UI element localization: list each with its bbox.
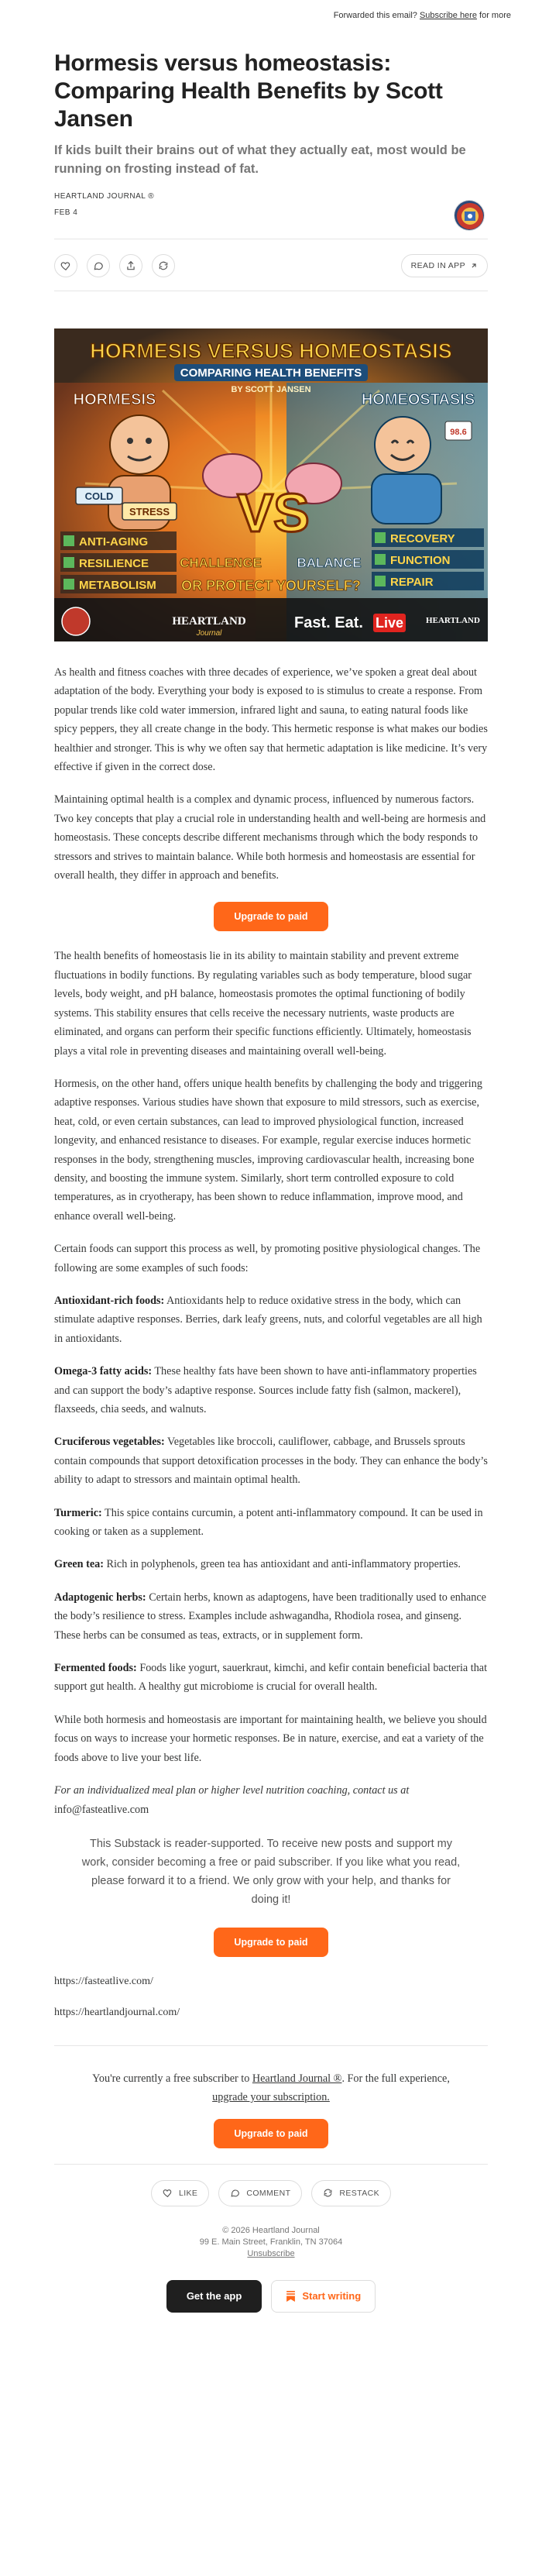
upgrade-to-paid-button[interactable]: Upgrade to paid <box>214 1928 328 1957</box>
food-item <box>54 1291 488 1348</box>
body-paragraph-1: As health and fitness coaches with three decades of experience, we’ve spoken a great deal about adaptation of the body. Everything your body is exposed to is stimulus to create a response. From popular trends like cold water immersion, infrared light and sauna, to eating natural foods like spicy peppers, they all create change in the body. This hermetic response is what makes our bodies healthier and stronger. This is why we often say that hermetic adaptation is like medicine. It’s very effective if given in the correct dose. <box>54 666 488 774</box>
upgrade-cta-3 <box>0 2119 542 2148</box>
footer-like-label: LIKE <box>178 2188 198 2198</box>
share-icon <box>125 260 136 271</box>
hero-question: OR PROTECT YOURSELF? <box>181 578 361 593</box>
food-item-text: Certain herbs, known as adaptogens, have been traditionally used to enhance the body’s resilience to stress. Examples include ashwagandha, Rhodiola rosea, and ginseng. These herbs can be consumed as teas, extracts, or in supplement form. <box>54 1591 486 1642</box>
footer-info <box>0 2225 542 2260</box>
subscriber-notice <box>0 2046 542 2107</box>
get-the-app-button[interactable]: Get the app <box>166 2280 262 2313</box>
hero-stress-word-1: STRESS <box>129 506 170 518</box>
post-body <box>0 663 542 1819</box>
hero-brand-sub: Journal <box>196 629 222 638</box>
post-header <box>0 28 542 217</box>
copyright: © 2026 Heartland Journal <box>222 2225 320 2235</box>
contact-email[interactable]: info@fasteatlive.com <box>54 1803 149 1816</box>
food-item <box>54 1555 488 1573</box>
substack-bookmark-icon <box>286 2291 296 2302</box>
forward-bar <box>0 0 542 28</box>
footer-restack-label: RESTACK <box>339 2188 380 2198</box>
food-item <box>54 1659 488 1697</box>
upgrade-to-paid-button[interactable]: Upgrade to paid <box>214 902 328 931</box>
food-item-name: Antioxidant-rich foods: <box>54 1294 165 1307</box>
publication-link[interactable]: Heartland Journal ® <box>252 2072 342 2085</box>
upgrade-to-paid-button[interactable]: Upgrade to paid <box>214 2119 328 2148</box>
byline <box>54 192 488 217</box>
hero-fel-live: Live <box>375 615 404 631</box>
hero-fel-text: Fast. Eat. <box>294 614 363 631</box>
footer-actions <box>0 2180 542 2206</box>
links-section <box>0 1976 542 2019</box>
food-item-text: Antioxidants help to reduce oxidative stress in the body, which can stimulate adaptive responses. Berries, dark leafy greens, nuts, and colorful vegetables are all high in antioxidants. <box>54 1294 482 1345</box>
body-paragraph-3: The health benefits of homeostasis lie in its ability to maintain stability and prevent extreme fluctuations in bodily functions. By regulating variables such as body temperature, blood sugar levels, body weight, and pH balance, homeostasis promotes the optimal functioning of bodily systems. This stability ensures that cells receive the necessary nutrients, waste products are eliminated, and organs can perform their specific functions efficiently. Ultimately, homeostasis plays a vital role in preventing diseases and maintaining overall well-being. <box>54 950 472 1058</box>
body-paragraph-2: Maintaining optimal health is a complex and dynamic process, influenced by numerous factors. Two key concepts that play a crucial role in understanding health and well-being are hormesis and homeostasis. These concepts describe different mechanisms through which the body responds to stressors and strives to maintain balance. While both hormesis and homeostasis are essential for overall health, they differ in approach and benefits. <box>54 793 486 882</box>
food-item-name: Cruciferous vegetables: <box>54 1436 165 1449</box>
food-item-name: Omega-3 fatty acids: <box>54 1365 153 1378</box>
food-item-name: Green tea: <box>54 1558 104 1571</box>
hero-image[interactable] <box>54 328 488 641</box>
hero-title-line2: COMPARING HEALTH BENEFITS <box>180 366 362 380</box>
hero-thermo-value: 98.6 <box>450 428 467 437</box>
post-title[interactable]: Hormesis versus homeostasis: Comparing Health Benefits by Scott Jansen <box>54 50 443 132</box>
read-in-app-label: READ IN APP <box>410 261 465 270</box>
like-button[interactable] <box>54 254 77 277</box>
hero-byline: BY SCOTT JANSEN <box>231 385 311 394</box>
hero-vs: VS <box>237 483 310 543</box>
arrow-up-right-icon <box>470 262 478 270</box>
subscriber-mid: . For the full experience, <box>341 2072 450 2085</box>
contact-italic-text: For an individualized meal plan or higher level nutrition coaching, contact us at <box>54 1784 410 1797</box>
restack-button[interactable] <box>152 254 175 277</box>
hero-mid-word-1: BALANCE <box>297 555 362 570</box>
food-item-text: This spice contains curcumin, a potent anti-inflammatory compound. It can be used in cooking or taken as a supplement. <box>54 1506 483 1539</box>
hero-right-item-0: RECOVERY <box>390 532 455 545</box>
app-buttons <box>0 2280 542 2344</box>
food-item-text: Rich in polyphenols, green tea has antioxidant and anti-inflammatory properties. <box>103 1558 461 1571</box>
heart-icon <box>163 2188 173 2198</box>
food-item-text: Foods like yogurt, sauerkraut, kimchi, and kefir contain beneficial bacteria that support gut health. A healthy gut microbiome is crucial for overall health. <box>54 1662 488 1694</box>
food-item-name: Adaptogenic herbs: <box>54 1591 146 1604</box>
forward-suffix: for more <box>479 11 511 20</box>
footer-comment-label: COMMENT <box>246 2188 291 2198</box>
hero-brand: HEARTLAND <box>172 615 246 628</box>
restack-icon <box>158 260 169 271</box>
hero-stress-word-0: COLD <box>84 490 114 502</box>
footer-restack-button[interactable] <box>311 2180 391 2206</box>
hero-brand-right: HEARTLAND <box>426 616 480 625</box>
comment-button[interactable] <box>87 254 110 277</box>
food-item <box>54 1588 488 1645</box>
hero-right-label: HOMEOSTASIS <box>361 391 475 408</box>
fasteatlive-link[interactable]: https://fasteatlive.com/ <box>54 1975 153 1987</box>
body-paragraph-6: While both hormesis and homeostasis are important for maintaining health, we believe you should focus on ways to increase your hormetic responses. Be in nature, exercise, and eat a variety of the foods above to live your best life. <box>54 1713 487 1764</box>
hero-left-label: HORMESIS <box>73 391 156 408</box>
upgrade-cta-2 <box>0 1928 542 1957</box>
subscriber-prefix: You're currently a free subscriber to <box>92 2072 252 2085</box>
post-subtitle: If kids built their brains out of what they actually eat, most would be running on frosting instead of fat. <box>54 143 466 176</box>
heartlandjournal-link[interactable]: https://heartlandjournal.com/ <box>54 2006 180 2018</box>
footer-comment-button[interactable] <box>218 2180 302 2206</box>
support-message: This Substack is reader-supported. To receive new posts and support my work, consider becoming a free or paid subscriber. If you like what you read, please forward it to a friend. We only grow with your help, and thanks for doing it! <box>81 1837 461 1906</box>
publication-avatar[interactable] <box>454 200 485 231</box>
divider <box>54 2164 488 2165</box>
food-item <box>54 1362 488 1419</box>
upgrade-subscription-link[interactable]: upgrade your subscription. <box>212 2090 330 2103</box>
contact-paragraph <box>54 1781 488 1819</box>
start-writing-button[interactable] <box>271 2280 376 2313</box>
heart-icon <box>60 260 71 271</box>
food-item-name: Turmeric: <box>54 1506 102 1519</box>
hero-right-item-2: REPAIR <box>390 576 434 589</box>
comment-icon <box>93 260 104 271</box>
address: 99 E. Main Street, Franklin, TN 37064 <box>199 2237 343 2247</box>
post-action-bar <box>54 239 488 291</box>
unsubscribe-link[interactable]: Unsubscribe <box>247 2248 295 2258</box>
start-writing-label: Start writing <box>302 2290 362 2303</box>
food-item <box>54 1432 488 1489</box>
read-in-app-button[interactable] <box>401 254 488 277</box>
hero-left-item-1: RESILIENCE <box>79 557 149 570</box>
food-item-text: These healthy fats have been shown to have anti-inflammatory properties and can support the body’s adaptive response. Sources include fatty fish (salmon, mackerel), flaxseeds, chia seeds, and walnuts. <box>54 1365 477 1415</box>
body-paragraph-5: Certain foods can support this process as well, by promoting positive physiological changes. The following are some examples of such foods: <box>54 1243 481 1274</box>
subscribe-here-link[interactable]: Subscribe here <box>419 11 477 20</box>
forward-prefix: Forwarded this email? <box>333 11 417 20</box>
food-item <box>54 1504 488 1542</box>
hero-left-item-2: METABOLISM <box>79 579 156 592</box>
hero-right-item-1: FUNCTION <box>390 554 451 567</box>
food-item-text: Vegetables like broccoli, cauliflower, cabbage, and Brussels sprouts contain compounds that support detoxification processes in the body. They can enhance the body’s ability to adapt to stressors and maintain optimal health. <box>54 1436 488 1487</box>
share-button[interactable] <box>119 254 142 277</box>
body-paragraph-4: Hormesis, on the other hand, offers unique health benefits by challenging the body and triggering adaptive responses. Various studies have shown that exposure to mild stressors, such as exercise, heat, cold, or even certain substances, can lead to improved physiological function, increased longevity, and enhanced resistance to diseases. For example, regular exercise induces hormetic responses in the body, strengthening muscles, improving cardiovascular health, increasing bone density, and boosting the immune system. Similarly, short term controlled exposure to cold temperatures, as in cryotherapy, has been shown to reduce inflammation, improve mood, and enhance overall well-being. <box>54 1077 482 1223</box>
hero-left-item-0: ANTI-AGING <box>79 535 149 549</box>
upgrade-cta-1 <box>54 902 488 931</box>
footer-like-button[interactable] <box>151 2180 209 2206</box>
hero-mid-word-0: CHALLENGE <box>180 555 262 570</box>
restack-icon <box>323 2188 333 2198</box>
food-item-name: Fermented foods: <box>54 1662 137 1675</box>
hero-title-line1: HORMESIS VERSUS HOMEOSTASIS <box>90 339 452 363</box>
post-date: FEB 4 <box>54 208 78 217</box>
comment-icon <box>230 2188 240 2198</box>
publication-name[interactable]: HEARTLAND JOURNAL ® <box>54 192 155 201</box>
